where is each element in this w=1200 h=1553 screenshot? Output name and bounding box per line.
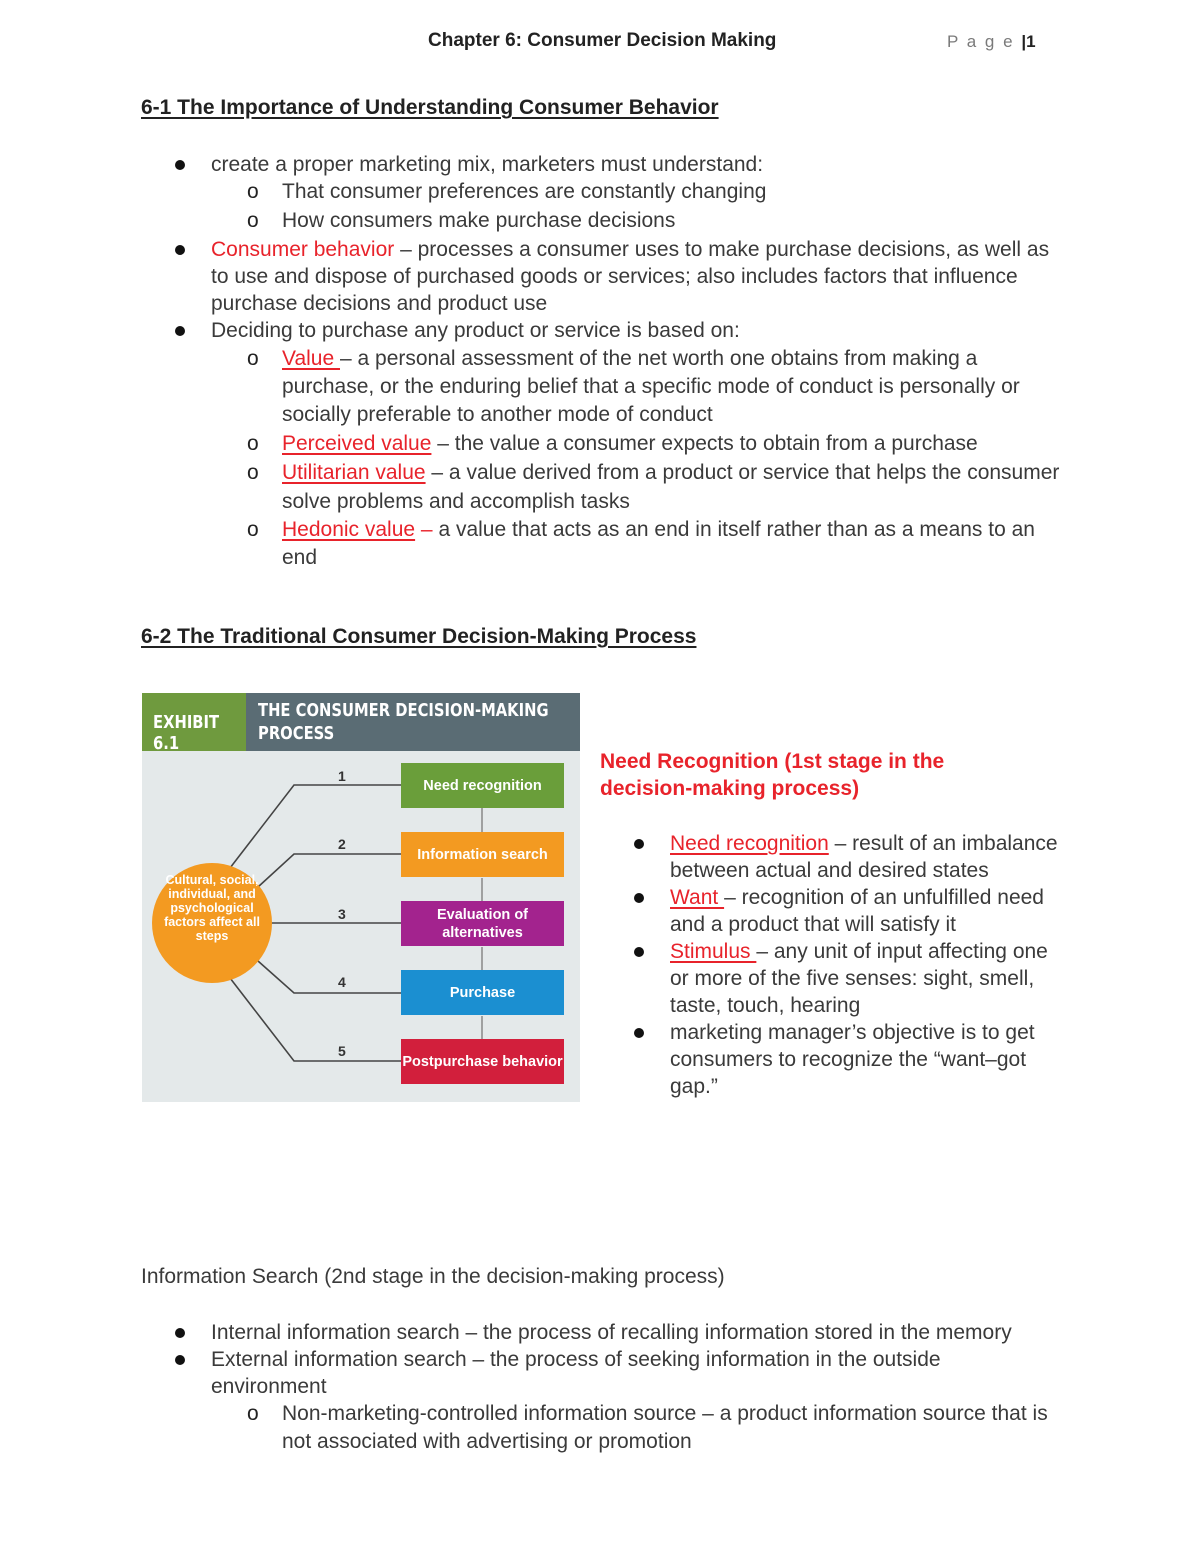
- list-item-text: That consumer preferences are constantly changing: [282, 180, 767, 203]
- need-recognition-list: [600, 830, 1070, 1100]
- stage-information-search: Information search: [401, 832, 564, 877]
- stage-need-recognition: Need recognition: [401, 763, 564, 808]
- term-consumer-behavior: Consumer behavior: [211, 238, 395, 261]
- bullet-icon: [175, 160, 185, 170]
- stage-number: 5: [338, 1043, 346, 1059]
- term-value: Value: [282, 347, 340, 370]
- definition-text: – result of an imbalance between actual and desired states: [670, 832, 1058, 882]
- exhibit-title-bg: [246, 693, 580, 751]
- definition-text: – any unit of input affecting one or more of the five senses: sight, smell, taste, touch, hearing: [670, 940, 1048, 1017]
- circle-bullet-icon: o: [247, 347, 259, 370]
- list-sub-item: [141, 345, 1061, 429]
- exhibit-6-1-figure: [142, 693, 580, 1102]
- list-item: [600, 884, 1070, 938]
- list-item-text: Internal information search – the process of recalling information stored in the memory: [211, 1321, 1012, 1344]
- list-item: [141, 236, 1061, 317]
- bullet-icon: [175, 1355, 185, 1365]
- circle-bullet-icon: o: [247, 518, 259, 541]
- definition-text: a value that acts as an end in itself rather than as a means to an end: [282, 518, 1035, 569]
- term-stimulus: Stimulus: [670, 940, 757, 963]
- section-6-1-heading: 6-1 The Importance of Understanding Consumer Behavior: [141, 96, 719, 119]
- definition-text: – the value a consumer expects to obtain from a purchase: [431, 432, 978, 455]
- stage-evaluation-of-alternatives: Evaluation of alternatives: [401, 901, 564, 946]
- bullet-icon: [634, 839, 644, 849]
- bullet-icon: [175, 245, 185, 255]
- definition-dash: –: [415, 518, 433, 541]
- information-search-list: [141, 1319, 1061, 1456]
- page-number: 1: [1026, 32, 1036, 51]
- list-item: [600, 1019, 1070, 1100]
- stage-purchase: Purchase: [401, 970, 564, 1015]
- exhibit-tag-bg: [142, 693, 246, 754]
- term-perceived-value: Perceived value: [282, 432, 432, 455]
- list-item: [600, 938, 1070, 1019]
- list-item-text: How consumers make purchase decisions: [282, 209, 676, 232]
- circle-bullet-icon: o: [247, 1402, 259, 1425]
- definition-text: – recognition of an unfulfilled need and a product that will satisfy it: [670, 886, 1044, 936]
- list-sub-item: [141, 429, 1061, 458]
- page-number-label: [947, 32, 1036, 52]
- list-item: [600, 830, 1070, 884]
- list-item-text: marketing manager’s objective is to get consumers to recognize the “want–got gap.”: [670, 1021, 1035, 1098]
- list-sub-item: [141, 178, 1061, 205]
- bullet-icon: [634, 1028, 644, 1038]
- bullet-icon: [634, 893, 644, 903]
- page-separator: |: [1021, 32, 1027, 51]
- need-recognition-heading: Need Recognition (1st stage in the decision-making process): [600, 750, 945, 800]
- section-6-2-heading: 6-2 The Traditional Consumer Decision-Making Process: [141, 625, 697, 648]
- list-item-text: Non-marketing-controlled information source – a product information source that is not associated with advertising or promotion: [282, 1402, 1048, 1453]
- exhibit-title: THE CONSUMER DECISION-MAKING PROCESS: [258, 700, 549, 744]
- list-sub-item: [141, 207, 1061, 234]
- circle-bullet-icon: o: [247, 461, 259, 484]
- list-item: [141, 1346, 1061, 1400]
- list-item: [141, 151, 1061, 178]
- list-item: [141, 1319, 1061, 1346]
- exhibit-tag: EXHIBIT 6.1: [153, 712, 220, 754]
- document-header-title: Chapter 6: Consumer Decision Making: [428, 30, 777, 51]
- stage-number: 1: [338, 768, 346, 784]
- information-search-heading: Information Search (2nd stage in the decision-making process): [141, 1265, 725, 1288]
- list-item: [141, 317, 1061, 344]
- stage-number: 3: [338, 906, 346, 922]
- list-item-text: create a proper marketing mix, marketers must understand:: [211, 153, 764, 176]
- list-sub-item: [141, 458, 1061, 516]
- term-need-recognition: Need recognition: [670, 832, 829, 855]
- definition-text: – processes a consumer uses to make purchase decisions, as well as to use and dispose of purchased goods or services; also includes factors that influence purchase decisions and product use: [211, 238, 1050, 315]
- bullet-icon: [634, 947, 644, 957]
- factors-circle-label: Cultural, social, individual, and psychological factors affect all steps: [164, 873, 260, 943]
- circle-bullet-icon: o: [247, 209, 259, 232]
- bullet-icon: [175, 1328, 185, 1338]
- stage-postpurchase-behavior: Postpurchase behavior: [401, 1039, 564, 1084]
- definition-text: – a value derived from a product or service that helps the consumer solve problems and accomplish tasks: [282, 461, 1060, 513]
- stage-number: 2: [338, 836, 346, 852]
- term-utilitarian-value: Utilitarian value: [282, 461, 426, 484]
- bullet-icon: [175, 326, 185, 336]
- list-item-text: Deciding to purchase any product or service is based on:: [211, 319, 740, 342]
- stage-number: 4: [338, 974, 346, 990]
- page-label: P a g e: [947, 32, 1015, 51]
- circle-bullet-icon: o: [247, 180, 259, 203]
- term-hedonic-value: Hedonic value: [282, 518, 416, 541]
- list-item-text: External information search – the process of seeking information in the outside environment: [211, 1348, 941, 1398]
- list-sub-item: [141, 1400, 1061, 1456]
- definition-text: – a personal assessment of the net worth one obtains from making a purchase, or the enduring belief that a specific mode of conduct is personally or socially preferable to another mode of conduct: [282, 347, 1020, 426]
- circle-bullet-icon: o: [247, 432, 259, 455]
- section-6-1-list: [141, 151, 1061, 572]
- list-sub-item: [141, 516, 1061, 572]
- term-want: Want: [670, 886, 725, 909]
